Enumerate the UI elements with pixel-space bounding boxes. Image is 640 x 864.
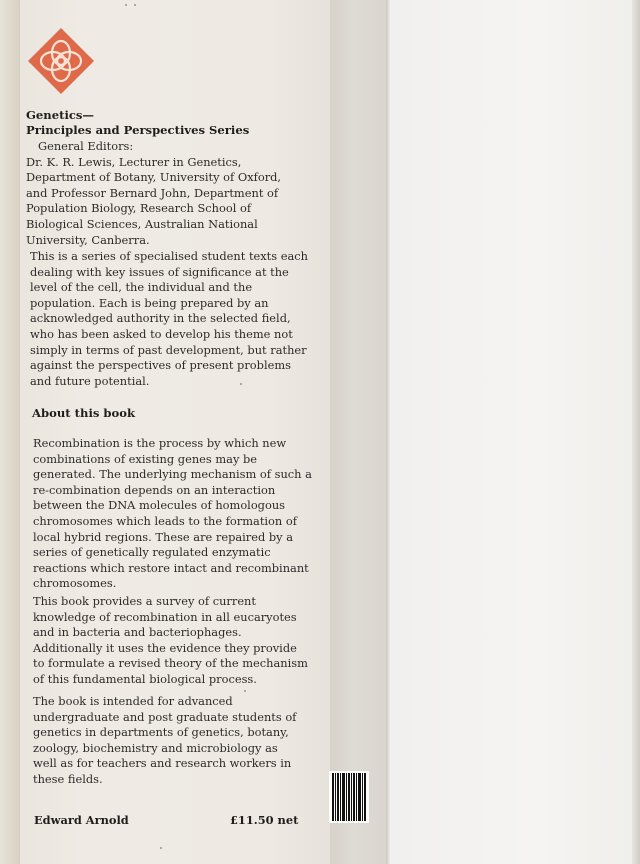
intro-line: who has been asked to develop his theme not bbox=[30, 326, 293, 341]
paragraph-line: chromosomes. bbox=[33, 576, 117, 591]
series-title-line: Genetics— bbox=[26, 108, 95, 122]
paper-speck bbox=[160, 847, 162, 849]
paper-speck bbox=[240, 383, 242, 385]
series-title-line: Principles and Perspectives Series bbox=[26, 123, 250, 137]
paragraph-line: This book provides a survey of current bbox=[33, 594, 256, 608]
paragraph-line: well as for teachers and research workers in bbox=[33, 756, 292, 771]
paragraph-line: reactions which restore intact and recombinant bbox=[33, 560, 309, 575]
editors-line: General Editors: bbox=[38, 139, 134, 153]
editors-line: Biological Sciences, Australian National bbox=[26, 216, 258, 231]
editors-line: Population Biology, Research School of bbox=[26, 201, 252, 216]
paragraph-line: re-combination depends on an interaction bbox=[33, 482, 276, 497]
paragraph-line: between the DNA molecules of homologous bbox=[33, 498, 286, 513]
editors-line: University, Canberra. bbox=[26, 232, 150, 247]
paragraph-line: these fields. bbox=[33, 771, 103, 786]
intro-line: dealing with key issues of significance at the bbox=[30, 264, 289, 279]
paragraph-line: of this fundamental biological process. bbox=[33, 671, 257, 686]
paragraph-line: local hybrid regions. These are repaired by a bbox=[33, 529, 294, 544]
intro-line: population. Each is being prepared by an bbox=[30, 295, 269, 310]
editors-line: Department of Botany, University of Oxford, bbox=[26, 170, 282, 185]
paragraph-line: series of genetically regulated enzymatic bbox=[33, 545, 271, 560]
paragraph-line: and in bacteria and bacteriophages. bbox=[33, 625, 242, 640]
paper-speck bbox=[244, 690, 246, 692]
series-title bbox=[26, 108, 326, 138]
interlaced-knot-diamond-logo bbox=[27, 27, 95, 95]
about-paragraph-3 bbox=[33, 694, 333, 788]
paper-speck bbox=[134, 4, 136, 6]
jacket-fold bbox=[330, 0, 388, 864]
paper-speck bbox=[125, 4, 127, 6]
editors-line: Dr. K. R. Lewis, Lecturer in Genetics, bbox=[26, 154, 242, 169]
intro-line: acknowledged authority in the selected field, bbox=[30, 311, 291, 326]
paragraph-line: chromosomes which leads to the formation of bbox=[33, 513, 297, 528]
series-description bbox=[30, 249, 330, 389]
about-paragraph-2 bbox=[33, 594, 333, 688]
paragraph-line: generated. The underlying mechanism of such a bbox=[33, 467, 312, 482]
paragraph-line: Additionally it uses the evidence they provide bbox=[33, 640, 297, 655]
paragraph-line: knowledge of recombination in all eucaryotes bbox=[33, 609, 297, 624]
intro-line: level of the cell, the individual and the bbox=[30, 280, 253, 295]
intro-line: This is a series of specialised student texts each bbox=[30, 249, 308, 263]
intro-line: and future potential. bbox=[30, 373, 150, 388]
paragraph-line: zoology, biochemistry and microbiology as bbox=[33, 740, 278, 755]
publisher-name: Edward Arnold bbox=[34, 813, 129, 827]
about-paragraph-1 bbox=[33, 436, 333, 592]
cover-board bbox=[390, 0, 632, 864]
paragraph-line: The book is intended for advanced bbox=[33, 694, 233, 708]
paragraph-line: genetics in departments of genetics, botany, bbox=[33, 725, 289, 740]
paragraph-line: Recombination is the process by which new bbox=[33, 436, 287, 450]
price-label: £11.50 net bbox=[230, 813, 299, 827]
paragraph-line: undergraduate and post graduate students of bbox=[33, 709, 297, 724]
barcode-icon bbox=[331, 773, 367, 821]
about-heading: About this book bbox=[32, 406, 136, 420]
paragraph-line: to formulate a revised theory of the mechanism bbox=[33, 656, 308, 671]
board-edge bbox=[632, 0, 640, 864]
editors-line: and Professor Bernard John, Department of bbox=[26, 185, 279, 200]
intro-line: against the perspectives of present problems bbox=[30, 358, 291, 373]
paragraph-line: combinations of existing genes may be bbox=[33, 451, 258, 466]
intro-line: simply in terms of past development, but rather bbox=[30, 342, 307, 357]
general-editors bbox=[26, 139, 326, 248]
